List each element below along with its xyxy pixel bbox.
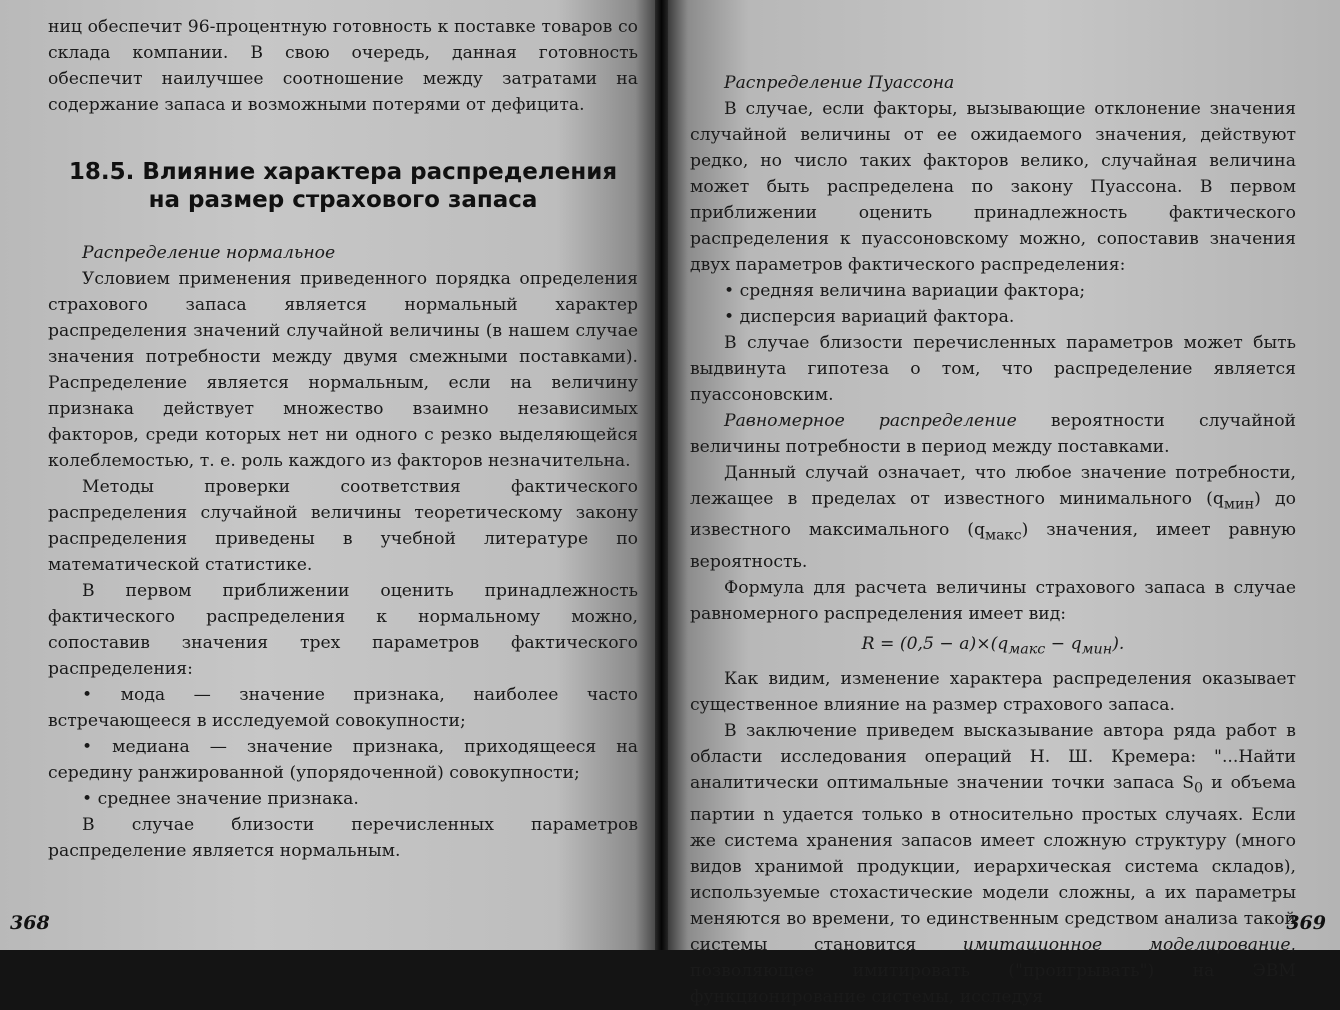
bullet-mode: • мода — значение признака, наиболее часто встречающееся в исследуемой совокупности; — [48, 682, 638, 734]
uniform-explanation-c: ) значения, имеет равную вероятность. — [690, 520, 1297, 572]
conclusion-paragraph-1: Как видим, изменение характера распределения оказывает существенное влияние на размер страхового запаса. — [690, 669, 1296, 716]
page-number-right: 369 — [1286, 912, 1326, 934]
right-page — [668, 0, 1340, 1007]
quote-part-c: , позволяющее имитировать ("проигрывать") на ЭВМ функционирование системы, исследуя — [690, 934, 1296, 1007]
formula-part-c: ). — [1112, 633, 1125, 654]
simulation-term: имитационное моделирование — [962, 934, 1291, 955]
quote-part-b: и объема партии n удается только в относительно простых случаях. Если же система хранения запасов имеет сложную структуру (много видов хранимой продукции, иерархическая система складов), используемые стохастические модели сложны, а их параметры меняются во времени, то единственным средством анализа такой системы становится — [690, 773, 1297, 955]
poisson-paragraph-1: В случае, если факторы, вызывающие отклонение значения случайной величины от ее ожидаемого значения, действуют редко, но число таких факторов велико, случайная величина может быть распределена по закону Пуассона. В первом приближении оценить принадлежность фактического распределения к пуассоновскому можно, сопоставив значения двух параметров фактического распределения: — [690, 99, 1296, 275]
normal-paragraph-1: Условием применения приведенного порядка определения страхового запаса является нормальный характер распределения значений случайной величины (в нашем случае значения потребности между двумя смежными поставками). Распределение является нормальным, если на величину признака действует множество взаимно независимых факторов, среди которых нет ни одного с резко выделяющейся колеблемостью, т. е. роль каждого из факторов незначительна. — [48, 269, 638, 471]
right-page-content — [690, 64, 1296, 1010]
bullet-median: • медиана — значение признака, приходящееся на середину ранжированной (упорядоченной) совокупности; — [48, 734, 638, 786]
uniform-explanation-b: ) до известного максимального (q — [690, 489, 1296, 541]
formula-part-b: − q — [1045, 633, 1082, 654]
section-heading-line1: 18.5. Влияние характера распределения — [68, 159, 618, 185]
left-page — [0, 0, 655, 950]
s0-subscript: 0 — [1194, 780, 1204, 797]
bullet-dispersion: • дисперсия вариаций фактора. — [690, 304, 1296, 330]
uniform-paragraph-rest: вероятности случайной величины потребности в период между поставками. — [690, 411, 1296, 457]
bullet-mean-variation: • средняя величина вариации фактора; — [690, 278, 1296, 304]
uniform-explanation-a: Данный случай означает, что любое значение потребности, лежащее в пределах от известного минимального (q — [690, 463, 1296, 509]
normal-paragraph-3: В первом приближении оценить принадлежность фактического распределения к нормальному можно, сопоставив значения трех параметров фактического распределения: — [48, 581, 638, 679]
q-min-subscript: мин — [1223, 496, 1255, 513]
formula-intro: Формула для расчета величины страхового запаса в случае равномерного распределения имеет вид: — [690, 577, 1296, 624]
intro-paragraph: ниц обеспечит 96-процентную готовность к поставке товаров со склада компании. В свою очередь, данная готовность обеспечит наилучшее соотношение между затратами на содержание запаса и возможными потерями от дефицита. — [48, 17, 638, 115]
q-max-subscript: макс — [984, 527, 1022, 544]
uniform-term: Равномерное распределение — [724, 411, 1017, 431]
bullet-mean: • среднее значение признака. — [48, 786, 638, 812]
poisson-subheading: Распределение Пуассона — [724, 73, 955, 93]
normal-paragraph-2: Методы проверки соответствия фактического распределения случайной величины теоретическому закону распределения приведены в учебной литературе по математической статистике. — [48, 477, 638, 575]
quote-part-a: В заключение приведем высказывание автора ряда работ в области исследования операций Н. Ш. Кремера: "...Найти аналитически оптимальные значении точки запаса S — [690, 721, 1296, 794]
formula-sub-min: мин — [1081, 641, 1113, 658]
section-heading — [48, 158, 638, 214]
normal-distribution-subheading: Распределение нормальное — [82, 243, 336, 263]
book-gutter — [655, 0, 668, 950]
conclusion-paragraph-2 — [690, 718, 1296, 1009]
safety-stock-formula — [690, 629, 1296, 664]
left-page-content — [48, 14, 638, 864]
uniform-explanation — [690, 460, 1296, 575]
poisson-paragraph-2: В случае близости перечисленных параметров может быть выдвинута гипотеза о том, что распределение является пуассоновским. — [690, 333, 1296, 405]
section-heading-line2: на размер страхового запаса — [148, 187, 538, 213]
formula-part-a: R = (0,5 − a)×(q — [861, 633, 1009, 654]
page-number-left: 368 — [10, 912, 50, 934]
formula-sub-max: макс — [1008, 641, 1046, 658]
normal-paragraph-4: В случае близости перечисленных параметров распределение является нормальным. — [48, 815, 638, 861]
uniform-paragraph — [690, 408, 1296, 460]
